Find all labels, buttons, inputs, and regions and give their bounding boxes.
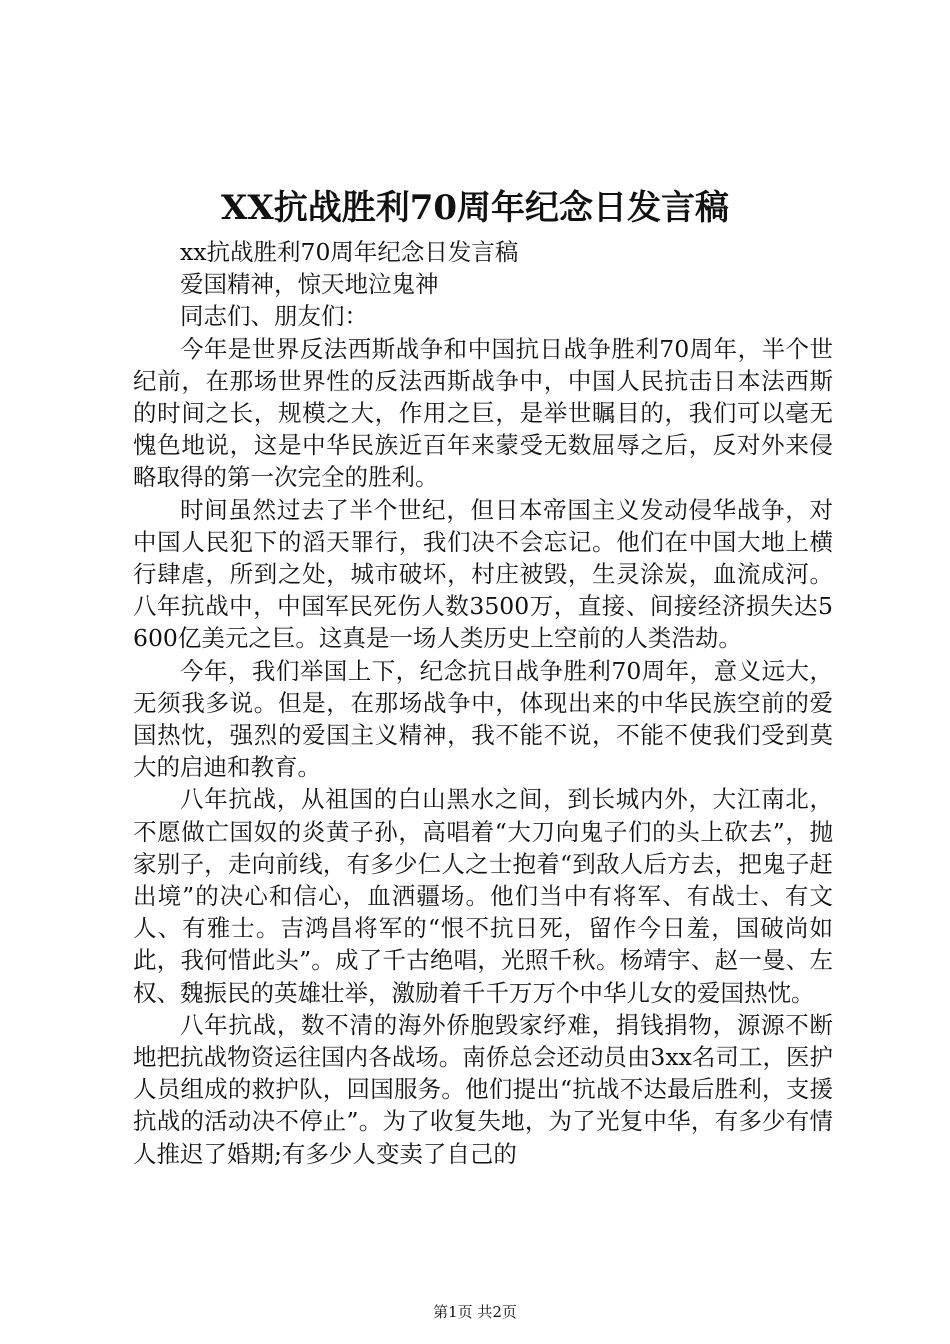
- paragraph-subtitle: xx抗战胜利70周年纪念日发言稿: [180, 238, 519, 266]
- paragraph: 今年，我们举国上下，纪念抗日战争胜利70周年，意义远大，无须我多说。但是，在那场战争中，体现出来的中华民族空前的爱国热忱，强烈的爱国主义精神，我不能不说，不能不使我们受到莫大的启迪和教育。: [133, 656, 833, 782]
- document-title: XX抗战胜利70周年纪念日发言稿: [220, 188, 730, 228]
- document-body: [133, 236, 833, 1170]
- paragraph: 今年是世界反法西斯战争和中国抗日战争胜利70周年，半个世纪前，在那场世界性的反法西斯战争中，中国人民抗击日本法西斯的时间之长，规模之大，作用之巨，是举世瞩目的，我们可以毫无愧色地说，这是中华民族近百年来蒙受无数屈辱之后，反对外来侵略取得的第一次完全的胜利。: [133, 334, 833, 492]
- paragraph: 时间虽然过去了半个世纪，但日本帝国主义发动侵华战争，对中国人民犯下的滔天罪行，我们决不会忘记。他们在中国大地上横行肆虐，所到之处，城市破坏，村庄被毁，生灵涂炭，血流成河。八年抗战中，中国军民死伤人数3500万，直接、间接经济损失达5600亿美元之巨。这真是一场人类历史上空前的人类浩劫。: [133, 495, 833, 653]
- paragraph-theme: 爱国精神，惊天地泣鬼神: [180, 270, 439, 299]
- paragraph: 八年抗战，从祖国的白山黑水之间，到长城内外，大江南北，不愿做亡国奴的炎黄子孙，高唱着“大刀向鬼子们的头上砍去”，抛家别子，走向前线，有多少仁人之士抱着“到敌人后方去，把鬼子赶出境”的决心和信心，血洒疆场。他们当中有将军、有战士、有文人、有雅士。吉鸿昌将军的“恨不抗日死，留作今日羞，国破尚如此，我何惜此头”。成了千古绝唱，光照千秋。杨靖宇、赵一曼、左权、魏振民的英雄壮举，激励着千千万万个中华儿女的爱国热忱。: [133, 785, 833, 1007]
- paragraph: 八年抗战，数不清的海外侨胞毁家纾难，捐钱捐物，源源不断地把抗战物资运往国内各战场。南侨总会还动员由3xx名司工，医护人员组成的救护队，回国服务。他们提出“抗战不达最后胜利，支援抗战的活动决不停止”。为了收复失地，为了光复中华，有多少有情人推迟了婚期;有多少人变卖了自己的: [133, 1010, 833, 1168]
- paragraph-salutation: 同志们、朋友们：: [180, 302, 368, 331]
- page-footer: 第1页 共2页: [433, 1303, 517, 1321]
